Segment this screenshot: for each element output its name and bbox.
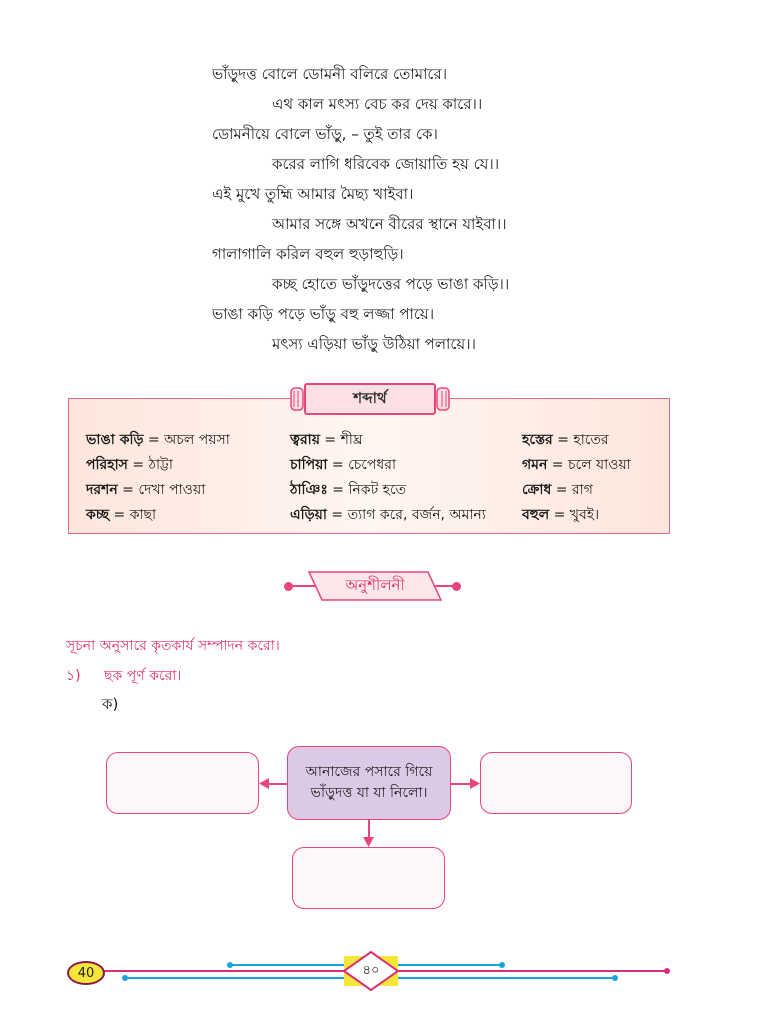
footer-dot-blue-bottom-left bbox=[122, 975, 128, 981]
poem-line-5: এই মুখে তুহ্মি আমার মৈছ্য খাইবা। bbox=[212, 185, 414, 203]
glossary-term: ভাঙা কড়ি bbox=[86, 432, 144, 448]
glossary-meaning: = কাছা bbox=[113, 507, 157, 523]
scroll-right-ornament bbox=[436, 387, 450, 411]
glossary-entry bbox=[522, 478, 593, 502]
glossary-term: দরশন bbox=[86, 482, 118, 498]
glossary-term: ত্বরায় bbox=[290, 432, 320, 448]
exercise-banner bbox=[308, 571, 442, 601]
footer-dot-magenta-right bbox=[664, 968, 670, 974]
answer-box-right[interactable] bbox=[480, 752, 632, 814]
glossary-meaning: = হাতের bbox=[557, 432, 609, 448]
glossary-entry bbox=[290, 428, 363, 452]
glossary-meaning: = দেখা পাওয়া bbox=[122, 482, 206, 498]
poem-line-10: মৎস্য এড়িয়া ভাঁড়ু উঠিয়া পলায়ে।। bbox=[272, 335, 476, 353]
question-number: ১) bbox=[66, 668, 81, 684]
glossary-entry bbox=[522, 503, 599, 527]
glossary-entry bbox=[290, 503, 486, 527]
glossary-meaning: = নিকট হতে bbox=[332, 482, 407, 498]
poem-line-1: ভাঁড়ুদত্ত বোলে ডোমনী বলিরে তোমারে। bbox=[212, 65, 448, 83]
exercise-instruction: সূচনা অনুসারে কৃতকার্য সম্পাদন করো। bbox=[66, 638, 280, 654]
arrow-down-head-icon bbox=[363, 837, 374, 847]
arrow-left-head-icon bbox=[259, 778, 269, 789]
glossary-title-scroll bbox=[290, 381, 450, 417]
glossary-entry bbox=[290, 478, 406, 502]
page-number-latin: 40 bbox=[67, 961, 105, 985]
glossary-entry bbox=[522, 453, 631, 477]
glossary-entry bbox=[86, 428, 230, 452]
question-sub-label: ক) bbox=[102, 695, 119, 713]
glossary-meaning: = রাগ bbox=[555, 482, 593, 498]
poem-line-4: করের লাগি ধরিবেক জোয়াতি হয় যে।। bbox=[272, 155, 500, 173]
answer-box-left[interactable] bbox=[106, 752, 259, 814]
footer-dot-blue-top-right bbox=[499, 962, 505, 968]
glossary-entry bbox=[86, 503, 156, 527]
glossary-term: বহুল bbox=[522, 507, 550, 523]
poem-line-6: আমার সঙ্গে অখনে বীরের স্থানে যাইবা।। bbox=[272, 215, 507, 233]
poem-line-9: ভাঙা কড়ি পড়ে ভাঁড়ু বহু লজ্জা পায়ে। bbox=[212, 305, 435, 323]
glossary-title: শব্দার্থ bbox=[304, 383, 436, 415]
footer-dot-blue-bottom-right bbox=[612, 975, 618, 981]
flowchart-center-box bbox=[287, 746, 451, 820]
exercise-banner-right-dot bbox=[452, 582, 461, 591]
glossary-term: ঠাঞিঃ bbox=[290, 482, 328, 498]
glossary-term: হস্তের bbox=[522, 432, 553, 448]
glossary-term: কচ্ছ bbox=[86, 507, 110, 523]
glossary-term: চাপিয়া bbox=[290, 457, 328, 473]
footer-dot-blue-top-left bbox=[227, 962, 233, 968]
page-number-bengali: ৪০ bbox=[362, 962, 380, 978]
glossary-term: পরিহাস bbox=[86, 457, 128, 473]
glossary-term: এড়িয়া bbox=[290, 507, 327, 523]
glossary-meaning: = চেপেধরা bbox=[331, 457, 397, 473]
glossary-entry bbox=[86, 453, 173, 477]
glossary-entry bbox=[86, 478, 205, 502]
glossary-meaning: = শীঘ্র bbox=[324, 432, 363, 448]
arrow-right-head-icon bbox=[470, 778, 480, 789]
exercise-banner-left-dot bbox=[284, 582, 293, 591]
glossary-meaning: = ত্যাগ করে, বর্জন, অমান্য bbox=[331, 507, 486, 523]
glossary-meaning: = ঠাট্টা bbox=[132, 457, 173, 473]
glossary-term: গমন bbox=[522, 457, 548, 473]
glossary-entry bbox=[290, 453, 396, 477]
glossary-term: ক্রোধ bbox=[522, 482, 552, 498]
poem-line-3: ডোমনীয়ে বোলে ভাঁড়ু, – তুই তার কে। bbox=[212, 125, 438, 143]
poem-line-7: গালাগালি করিল বহুল হুড়াহুড়ি। bbox=[212, 245, 404, 263]
glossary-meaning: = অচল পয়সা bbox=[147, 432, 230, 448]
flowchart-center-line-2: ভাঁড়ুদত্ত যা যা নিলো। bbox=[310, 785, 428, 801]
glossary-entry bbox=[522, 428, 609, 452]
page-number-diamond bbox=[340, 950, 402, 992]
scroll-left-ornament bbox=[290, 387, 304, 411]
exercise-banner-title: অনুশীলনী bbox=[345, 575, 405, 594]
glossary-meaning: = চলে যাওয়া bbox=[551, 457, 631, 473]
poem-line-8: কচ্ছ হোতে ভাঁড়ুদত্তের পড়ে ভাঙা কড়ি।। bbox=[272, 275, 510, 293]
flowchart-center-line-1: আনাজের পসারে গিয়ে bbox=[305, 764, 433, 780]
question-text: ছক পূর্ণ করো। bbox=[104, 668, 182, 684]
glossary-meaning: = খুবই। bbox=[553, 507, 600, 523]
poem-line-2: এথ কাল মৎস্য বেচ কর দেয় কারে।। bbox=[272, 95, 483, 113]
answer-box-bottom[interactable] bbox=[292, 847, 445, 909]
